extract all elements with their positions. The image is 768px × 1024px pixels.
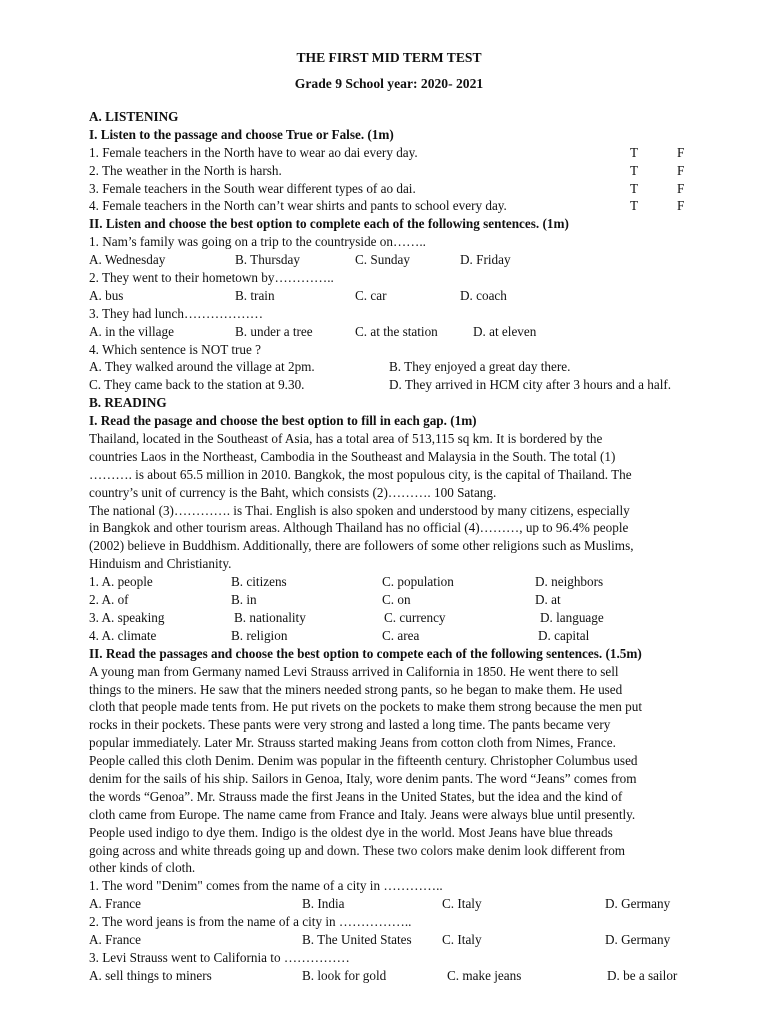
option-row <box>89 323 729 341</box>
option-b[interactable]: B. religion <box>231 627 288 643</box>
passage-line: Hinduism and Christianity. <box>89 556 232 572</box>
question-stem: 1. Nam’s family was going on a trip to the countryside on…….. <box>89 234 426 250</box>
page-title: THE FIRST MID TERM TEST <box>296 50 482 65</box>
question-stem: 4. Which sentence is NOT true ? <box>89 341 261 357</box>
option-d[interactable]: D. language <box>540 609 604 625</box>
option-row <box>89 358 729 376</box>
false-option[interactable]: F <box>677 144 685 160</box>
option-a[interactable]: A. Wednesday <box>89 252 166 268</box>
passage-line: denim for the sails of his ship. Sailors in Genoa, Italy, wore denim pants. The word “Jeans” comes from <box>89 770 637 786</box>
option-b[interactable]: B. citizens <box>231 574 287 590</box>
option-a[interactable]: 4. A. climate <box>89 627 157 643</box>
passage-line: cloth that people made tents from. He put rivets on the pockets to make them strong because the men put <box>89 699 642 715</box>
option-b[interactable]: B. nationality <box>234 609 306 625</box>
passage-line: going across and white threads going up and down. These two colors make denim look different from <box>89 842 626 858</box>
grade-line: Grade 9 School year: 2020- 2021 <box>294 76 484 91</box>
option-row <box>89 376 729 394</box>
listening-heading: A. LISTENING <box>89 109 179 124</box>
reading-part2-instruction: II. Read the passages and choose the best option to compete each of the following sentences. (1.5m) <box>89 645 642 661</box>
passage-line: cloth came from Europe. The name came from France and Italy. Jeans were always blue until presently. <box>89 806 636 822</box>
option-c[interactable]: C. on <box>382 592 411 608</box>
option-d[interactable]: D. Germany <box>605 931 671 947</box>
option-row <box>89 627 729 645</box>
option-d[interactable]: D. Friday <box>460 252 511 268</box>
option-a[interactable]: A. France <box>89 931 141 947</box>
option-row <box>89 895 729 913</box>
passage-line: Thailand, located in the Southeast of Asia, has a total area of 513,115 sq km. It is bordered by the <box>89 431 603 447</box>
false-option[interactable]: F <box>677 162 685 178</box>
true-option[interactable]: T <box>630 144 639 160</box>
listening-part2-instruction: II. Listen and choose the best option to complete each of the following sentences. (1m) <box>89 216 569 232</box>
true-option[interactable]: T <box>630 198 639 214</box>
reading-heading: B. READING <box>89 395 167 411</box>
tf-item <box>89 180 729 198</box>
option-row <box>89 287 729 305</box>
passage-line: (2002) believe in Buddhism. Additionally, there are followers of some other religions such as Muslims, <box>89 538 634 554</box>
false-option[interactable]: F <box>677 198 685 214</box>
option-a[interactable]: A. sell things to miners <box>89 967 212 983</box>
question-stem: 3. They had lunch……………… <box>89 305 264 321</box>
question-stem: 3. Levi Strauss went to California to …………… <box>89 949 350 965</box>
option-a[interactable]: A. France <box>89 896 141 912</box>
passage-line: other kinds of cloth. <box>89 860 196 876</box>
reading-part1-instruction: I. Read the pasage and choose the best option to fill in each gap. (1m) <box>89 413 477 429</box>
option-c[interactable]: C. car <box>355 287 387 303</box>
option-b[interactable]: B. India <box>302 896 345 912</box>
option-row <box>89 931 729 949</box>
option-c[interactable]: C. population <box>382 574 454 590</box>
option-row <box>89 591 729 609</box>
option-row <box>89 573 729 591</box>
option-d[interactable]: D. at <box>535 592 561 608</box>
passage-line: the words “Genoa”. Mr. Strauss made the first Jeans in the United States, but the idea and the kind of <box>89 788 623 804</box>
option-d[interactable]: D. coach <box>460 287 507 303</box>
passage-line: People called this cloth Denim. Denim was popular in the fifteenth century. Christopher Columbus used <box>89 753 638 769</box>
option-c[interactable]: C. at the station <box>355 323 438 339</box>
option-c[interactable]: C. They came back to the station at 9.30. <box>89 377 305 393</box>
option-d[interactable]: D. They arrived in HCM city after 3 hours and a half. <box>389 377 672 393</box>
true-option[interactable]: T <box>630 162 639 178</box>
false-option[interactable]: F <box>677 180 685 196</box>
option-b[interactable]: B. in <box>231 592 257 608</box>
test-content <box>89 48 729 985</box>
passage-line: countries Laos in the Northeast, Cambodia in the Southeast and Malaysia in the South. The total (1) <box>89 448 616 464</box>
option-b[interactable]: B. The United States <box>302 931 412 947</box>
option-b[interactable]: B. train <box>235 287 275 303</box>
option-d[interactable]: D. Germany <box>605 896 671 912</box>
passage-line: rocks in their pockets. These pants were very strong and lasted a long time. The pants became very <box>89 717 611 733</box>
option-a[interactable]: 3. A. speaking <box>89 609 165 625</box>
passage-line: country’s unit of currency is the Baht, which consists (2)………. 100 Satang. <box>89 484 497 500</box>
option-d[interactable]: D. at eleven <box>473 323 537 339</box>
option-a[interactable]: A. bus <box>89 287 124 303</box>
tf-item <box>89 197 729 215</box>
option-c[interactable]: C. Sunday <box>355 252 410 268</box>
option-c[interactable]: C. Italy <box>442 931 482 947</box>
passage-line: People used indigo to dye them. Indigo is the oldest dye in the world. Most Jeans have blue threads <box>89 824 613 840</box>
option-c[interactable]: C. make jeans <box>447 967 522 983</box>
listening-part1-instruction: I. Listen to the passage and choose True or False. (1m) <box>89 126 394 142</box>
option-c[interactable]: C. Italy <box>442 896 482 912</box>
option-d[interactable]: D. neighbors <box>535 574 604 590</box>
question-stem: 2. They went to their hometown by………….. <box>89 270 334 286</box>
option-a[interactable]: 2. A. of <box>89 592 129 608</box>
tf-item <box>89 144 729 162</box>
option-row <box>89 251 729 269</box>
option-b[interactable]: B. under a tree <box>235 323 313 339</box>
tf-item <box>89 162 729 180</box>
question-stem: 2. The word jeans is from the name of a city in …………….. <box>89 914 412 930</box>
true-option[interactable]: T <box>630 180 639 196</box>
passage-line: A young man from Germany named Levi Strauss arrived in California in 1850. He went there to sell <box>89 663 619 679</box>
option-c[interactable]: C. currency <box>384 609 446 625</box>
option-d[interactable]: D. be a sailor <box>607 967 678 983</box>
option-a[interactable]: A. in the village <box>89 323 174 339</box>
passage-line: The national (3)…………. is Thai. English is also spoken and understood by many citizens, especially <box>89 502 630 518</box>
option-b[interactable]: B. Thursday <box>235 252 300 268</box>
option-b[interactable]: B. look for gold <box>302 967 387 983</box>
tf-statement: 1. Female teachers in the North have to wear ao dai every day. <box>89 144 418 160</box>
option-a[interactable]: 1. A. people <box>89 574 153 590</box>
tf-statement: 3. Female teachers in the South wear different types of ao dai. <box>89 180 416 196</box>
option-d[interactable]: D. capital <box>538 627 590 643</box>
passage-line: things to the miners. He saw that the miners needed strong pants, so he began to make them. He used <box>89 681 623 697</box>
option-row <box>89 967 729 985</box>
tf-statement: 4. Female teachers in the North can’t wear shirts and pants to school every day. <box>89 198 507 214</box>
passage-line: ………. is about 65.5 million in 2010. Bangkok, the most populous city, is the capital of Thailand. The <box>89 466 632 482</box>
option-c[interactable]: C. area <box>382 627 420 643</box>
passage-line: popular immediately. Later Mr. Strauss started making Jeans from cotton cloth from Nimes, France. <box>89 735 616 751</box>
tf-statement: 2. The weather in the North is harsh. <box>89 162 282 178</box>
option-b[interactable]: B. They enjoyed a great day there. <box>389 359 571 375</box>
question-stem: 1. The word "Denim" comes from the name of a city in ………….. <box>89 878 443 894</box>
passage-line: in Bangkok and other tourism areas. Although Thailand has no official (4)………, up to 96.4% people <box>89 520 629 536</box>
option-a[interactable]: A. They walked around the village at 2pm. <box>89 359 315 375</box>
option-row <box>89 609 729 627</box>
